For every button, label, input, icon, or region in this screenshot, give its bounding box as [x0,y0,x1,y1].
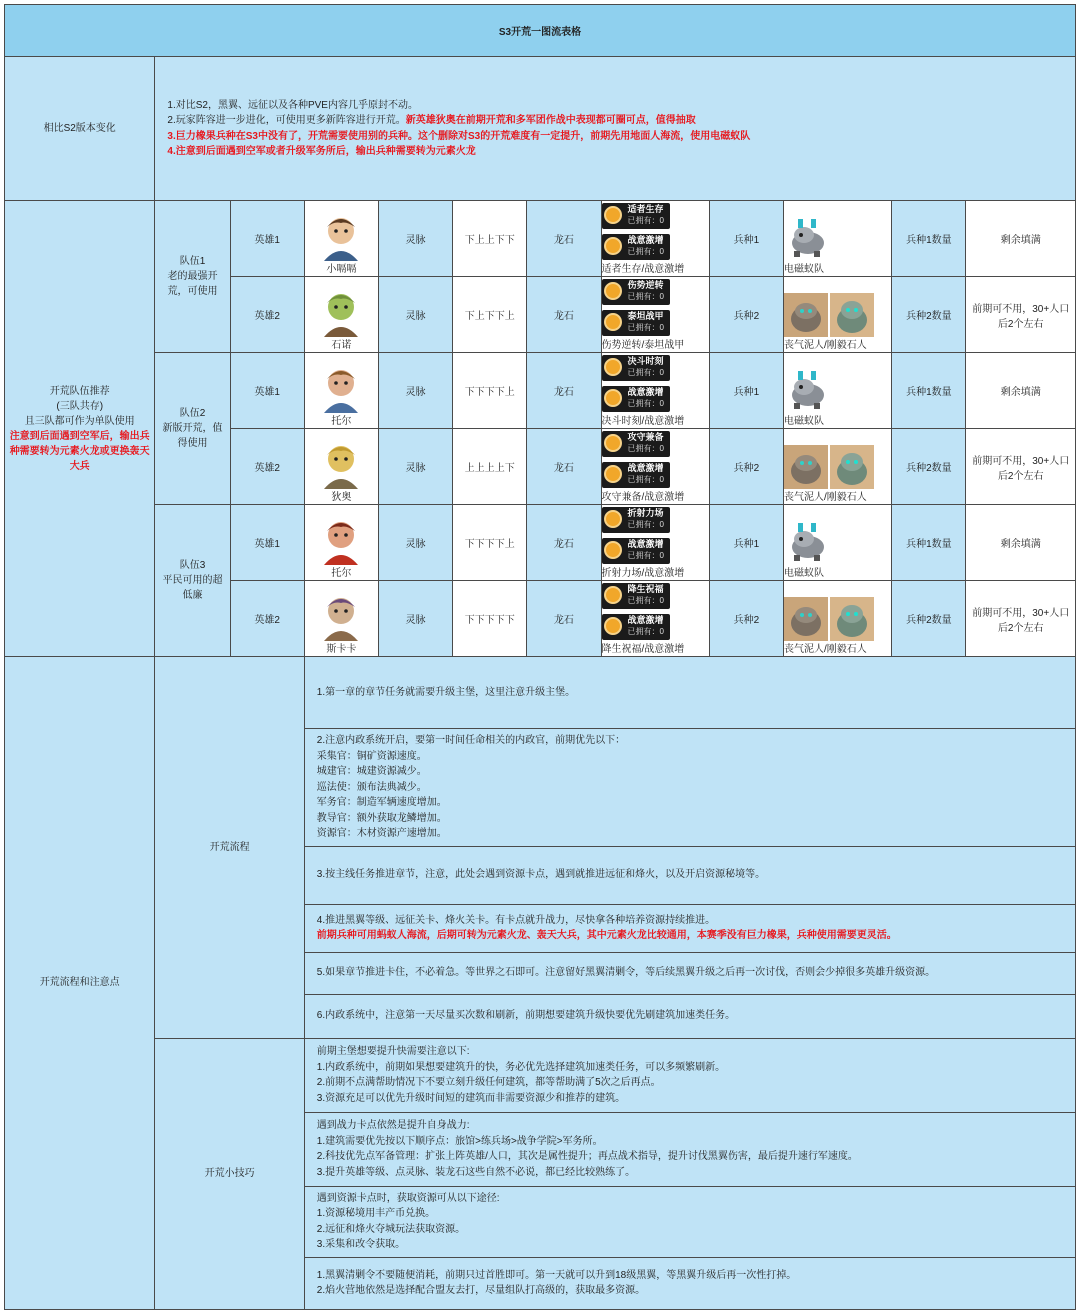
skill-name: 战意激增 [627,235,664,245]
changes-line [167,129,1063,145]
team-label [155,201,230,353]
vein-order: 上上上上下 [453,429,527,505]
troop-slot: 兵种1 [709,505,783,581]
tips-row [5,1038,1076,1112]
skill-cards [602,581,709,644]
skill-card [602,203,670,229]
troop-note: 前期可不用，30+人口后2个左右 [966,277,1076,353]
troop-count-label: 兵种1数量 [892,201,966,277]
team-label-line: 队伍3 [179,560,206,571]
troop-count-label: 兵种1数量 [892,505,966,581]
process-line: 资源官：木材资源产速增加。 [316,828,447,839]
hero-slot: 英雄2 [230,277,304,353]
skill-card [602,431,670,457]
skills-cell [601,353,709,429]
troop-caption: 丧气泥人/刚毅石人 [783,340,867,351]
skill-owned: 已拥有：0 [627,444,664,453]
skill-caption: 折射力场/战意激增 [601,568,685,579]
changes-line [167,98,1063,114]
tips-line: 3.提升英雄等级、点灵脉、装龙石这些自然不必说，都已经比较熟练了。 [316,1166,636,1178]
skill-name: 降生祝福 [627,584,664,594]
troop-caption: 电磁蚁队 [783,568,824,579]
tips-line: 1.资源秘境用丰产币兑换。 [316,1208,436,1219]
tips-block [304,1112,1075,1186]
troop-caption: 电磁蚁队 [783,264,824,275]
skill-card [602,386,670,412]
changes-line [167,144,1063,160]
changes-text [155,57,1076,201]
stone-label: 龙石 [527,353,601,429]
hero-portrait-icon [316,329,366,340]
vein-order: 下上上下下 [453,201,527,277]
changes-text-plain: 2.玩家阵容进一步进化，可使用更多新阵容进行开荒。 [167,115,406,126]
tips-line: 2.科技优先点军备管理：扩张上阵英雄/人口，其次是属性提升；再点战术指导，提升讨伐黑翼伤害，最后提升速行军速度。 [316,1151,858,1162]
page-title: S3开荒一图流表格 [5,5,1076,57]
skill-icon [604,465,622,483]
skill-icon [604,358,622,376]
vein-label: 灵脉 [378,277,452,353]
process-line: 2.注意内政系统开启，要第一时间任命相关的内政官，前期优先以下： [316,735,626,746]
troop-slot: 兵种2 [709,429,783,505]
tips-label: 开荒小技巧 [155,1038,304,1309]
skill-owned: 已拥有：0 [627,368,664,377]
process-step [304,952,1075,994]
hero-slot: 英雄1 [230,505,304,581]
skill-name: 伤势逆转 [627,280,664,290]
team-label-line: 队伍1 [179,256,206,267]
stone-label: 龙石 [527,505,601,581]
hero-cell [304,277,378,353]
troop-count-label: 兵种2数量 [892,581,966,657]
skill-caption: 决斗时刻/战意激增 [601,416,685,427]
changes-text-highlight: 4.注意到后面遇到空军或者升级军务所后，输出兵种需要转为元素火龙 [167,146,476,157]
vein-label: 灵脉 [378,581,452,657]
process-line: 教导官：额外获取龙鳞增加。 [316,812,447,824]
skills-cell [601,581,709,657]
changes-text-highlight: 新英雄狄奥在前期开荒和多军团作战中表现都可圈可点，值得抽取 [405,115,696,126]
process-line: 3.按主线任务推进章节，注意，此处会遇到资源卡点，遇到就推进远征和烽火，以及开启资源秘境等。 [316,869,766,881]
tips-line: 2.前期不点满帮助情况下不要立刻升级任何建筑，都等帮助满了5次之后再点。 [316,1077,661,1088]
lineup-row [5,353,1076,429]
troop-caption: 电磁蚁队 [783,416,824,427]
process-step [304,729,1075,847]
skill-owned: 已拥有：0 [627,399,664,408]
skill-icon [604,541,622,559]
hero-slot: 英雄1 [230,201,304,277]
skill-owned: 已拥有：0 [627,596,664,605]
troop-cell [783,277,891,353]
skill-cards [602,353,709,416]
process-line: 采集官：铜矿资源速度。 [316,750,427,762]
skill-cards [602,277,709,340]
skill-card [602,355,670,381]
vein-order: 下上下下上 [453,277,527,353]
hero-portrait-icon [316,253,366,264]
skill-card [602,279,670,305]
flow-label: 开荒流程和注意点 [5,657,155,1310]
tips-line: 3.资源充足可以优先升级时间短的建筑而非需要资源少和推荐的建筑。 [316,1092,626,1104]
skill-caption: 伤势逆转/泰坦战甲 [601,340,685,351]
skill-owned: 已拥有：0 [627,292,664,301]
process-line: 4.推进黑翼等级、远征关卡、烽火关卡。有卡点就升战力，尽快拿各种培养资源持续推进。 [316,914,716,926]
team-label-line: 新版开荒，值得使用 [162,423,223,449]
vein-order: 下下下下下 [453,581,527,657]
troop-count-label: 兵种2数量 [892,429,966,505]
skills-cell [601,277,709,353]
skill-name: 战意激增 [627,463,664,473]
hero-slot: 英雄1 [230,353,304,429]
skills-cell [601,429,709,505]
hero-portrait-icon [316,557,366,568]
hero-cell [304,353,378,429]
lineup-label [5,201,155,657]
skill-name: 泰坦战甲 [627,311,664,321]
skill-icon [604,313,622,331]
troop-count-label: 兵种1数量 [892,353,966,429]
process-line: 军务官：制造军辆速度增加。 [316,797,447,808]
process-line: 1.第一章的章节任务就需要升级主堡，这里注意升级主堡。 [316,686,576,698]
skill-name: 折射力场 [627,508,664,518]
hero-slot: 英雄2 [230,429,304,505]
changes-text-highlight: 3.巨力橡果兵种在S3中没有了，开荒需要使用别的兵种。这个删除对S3的开荒难度有一定提升，前期先用地面人海流，使用电磁蚁队 [167,130,751,142]
changes-label: 相比S2版本变化 [5,57,155,201]
troop-caption: 丧气泥人/刚毅石人 [783,644,867,655]
troop-slot: 兵种1 [709,353,783,429]
ant-troop-icon [784,405,832,416]
skill-name: 战意激增 [627,387,664,397]
changes-line [167,113,1063,129]
troop-cell [783,201,891,277]
skill-name: 战意激增 [627,539,664,549]
skill-caption: 适者生存/战意激增 [601,264,685,275]
changes-text-plain: 1.对比S2，黑翼、远征以及各种PVE内容几乎原封不动。 [167,99,418,111]
hero-name: 托尔 [331,568,352,579]
tips-line: 前期主堡想要提升快需要注意以下: [316,1046,470,1057]
lineup-label-line: 开荒队伍推荐 [49,385,110,397]
main-table [4,4,1076,1310]
skill-icon [604,586,622,604]
process-line: 5.如果章节推进卡住，不必着急。等世界之石即可。注意留好黑翼清剿令，等后续黑翼升级之后再一次讨伐，否则会少掉很多英雄升级资源。 [316,967,936,979]
skill-icon [604,617,622,635]
troop-note: 前期可不用，30+人口后2个左右 [966,429,1076,505]
troop-note: 剩余填满 [966,505,1076,581]
skill-cards [602,505,709,568]
vein-order: 下下下下上 [453,353,527,429]
hero-portrait-icon [316,405,366,416]
process-line: 巡法使：颁布法典减少。 [316,781,427,793]
lineup-label-highlight: 注意到后面遇到空军后，输出兵种需要转为元素火龙或更换轰天大兵 [9,430,150,472]
skill-owned: 已拥有：0 [627,627,664,636]
skill-icon [604,389,622,407]
skill-icon [604,206,622,224]
process-line: 6.内政系统中，注意第一天尽量买次数和刷新，前期想要建筑升级快要优先刷建筑加速类任务。 [316,1010,736,1022]
process-line-highlight: 前期兵种可用蚂蚁人海流，后期可转为元素火龙、轰天大兵，其中元素火龙比较通用，本赛季没有巨力橡果，兵种使用需要更灵活。 [316,930,897,941]
sheet [4,4,1076,1310]
hero-name: 石诺 [331,340,352,351]
troop-cell [783,353,891,429]
tips-line: 2.焰火营地依然是选择配合盟友去打，尽量组队打高级的，获取最多资源。 [316,1285,646,1296]
stone-label: 龙石 [527,581,601,657]
process-step [304,904,1075,952]
vein-order: 下下下下上 [453,505,527,581]
skill-owned: 已拥有：0 [627,551,664,560]
tips-block [304,1186,1075,1257]
vein-label: 灵脉 [378,429,452,505]
golem-troop-icon [784,633,874,644]
skill-card [602,614,670,640]
ant-troop-icon [784,253,832,264]
skill-card [602,583,670,609]
troop-cell [783,505,891,581]
vein-label: 灵脉 [378,201,452,277]
lineup-row [5,505,1076,581]
skill-card [602,538,670,564]
ant-troop-icon [784,557,832,568]
skill-caption: 攻守兼备/战意激增 [601,492,685,503]
tips-block [304,1038,1075,1112]
skill-owned: 已拥有：0 [627,520,664,529]
troop-slot: 兵种1 [709,201,783,277]
troop-note: 前期可不用，30+人口后2个左右 [966,581,1076,657]
troop-note: 剩余填满 [966,201,1076,277]
stone-label: 龙石 [527,201,601,277]
skill-owned: 已拥有：0 [627,247,664,256]
hero-cell [304,505,378,581]
skill-card [602,310,670,336]
process-step [304,846,1075,904]
hero-name: 小嗝嗝 [326,264,357,275]
troop-cell [783,581,891,657]
lineup-label-line: 且三队都可作为单队使用 [24,415,135,427]
tips-line: 2.远征和烽火夺城玩法获取资源。 [316,1223,466,1235]
vein-label: 灵脉 [378,505,452,581]
skill-owned: 已拥有：0 [627,323,664,332]
tips-block [304,1257,1075,1309]
process-step [304,994,1075,1038]
tips-line: 1.建筑需要优先按以下顺序点：旅馆>练兵场>战争学院>军务所。 [316,1135,603,1147]
troop-slot: 兵种2 [709,277,783,353]
hero-cell [304,201,378,277]
team-label-line: 平民可用的超低廉 [162,575,223,601]
troop-note: 剩余填满 [966,353,1076,429]
hero-cell [304,581,378,657]
troop-cell [783,429,891,505]
skill-card [602,234,670,260]
tips-line: 遇到战力卡点依然是提升自身战力: [316,1120,470,1131]
skill-owned: 已拥有：0 [627,475,664,484]
golem-troop-icon [784,329,874,340]
troop-slot: 兵种2 [709,581,783,657]
stone-label: 龙石 [527,429,601,505]
skill-cards [602,201,709,264]
skill-card [602,462,670,488]
process-label: 开荒流程 [155,657,304,1039]
skill-name: 适者生存 [627,204,664,214]
skill-card [602,507,670,533]
skill-cards [602,429,709,492]
hero-name: 斯卡卡 [326,644,357,655]
process-step [304,657,1075,729]
tips-line: 1.内政系统中，前期如果想要建筑升的快，务必优先选择建筑加速类任务，可以多频繁刷新。 [316,1061,726,1073]
hero-portrait-icon [316,481,366,492]
lineup-label-line: (三队共存) [56,400,104,412]
hero-cell [304,429,378,505]
golem-troop-icon [784,481,874,492]
team-label-line: 老的最强开荒，可使用 [167,271,218,297]
skill-owned: 已拥有：0 [627,216,664,225]
hero-name: 狄奥 [331,492,352,503]
skill-name: 攻守兼备 [627,432,664,442]
team-label-line: 队伍2 [179,408,206,419]
troop-count-label: 兵种2数量 [892,277,966,353]
hero-portrait-icon [316,633,366,644]
process-line: 城建官：城建资源减少。 [316,766,427,777]
skill-icon [604,237,622,255]
lineup-row [5,201,1076,277]
vein-label: 灵脉 [378,353,452,429]
skill-icon [604,282,622,300]
hero-name: 托尔 [331,416,352,427]
tips-line: 3.采集和改令获取。 [316,1239,406,1250]
skill-name: 决斗时刻 [627,356,664,366]
skills-cell [601,201,709,277]
hero-slot: 英雄2 [230,581,304,657]
team-label [155,505,230,657]
skill-icon [604,510,622,528]
skills-cell [601,505,709,581]
tips-line: 遇到资源卡点时，获取资源可从以下途径: [316,1192,500,1204]
skill-icon [604,434,622,452]
skill-name: 战意激增 [627,615,664,625]
team-label [155,353,230,505]
stone-label: 龙石 [527,277,601,353]
skill-caption: 降生祝福/战意激增 [601,644,685,655]
troop-caption: 丧气泥人/刚毅石人 [783,492,867,503]
process-row [5,657,1076,729]
tips-line: 1.黑翼清剿令不要随便消耗，前期只过首胜即可。第一天就可以升到18级黑翼，等黑翼升级后再一次性打掉。 [316,1269,797,1281]
